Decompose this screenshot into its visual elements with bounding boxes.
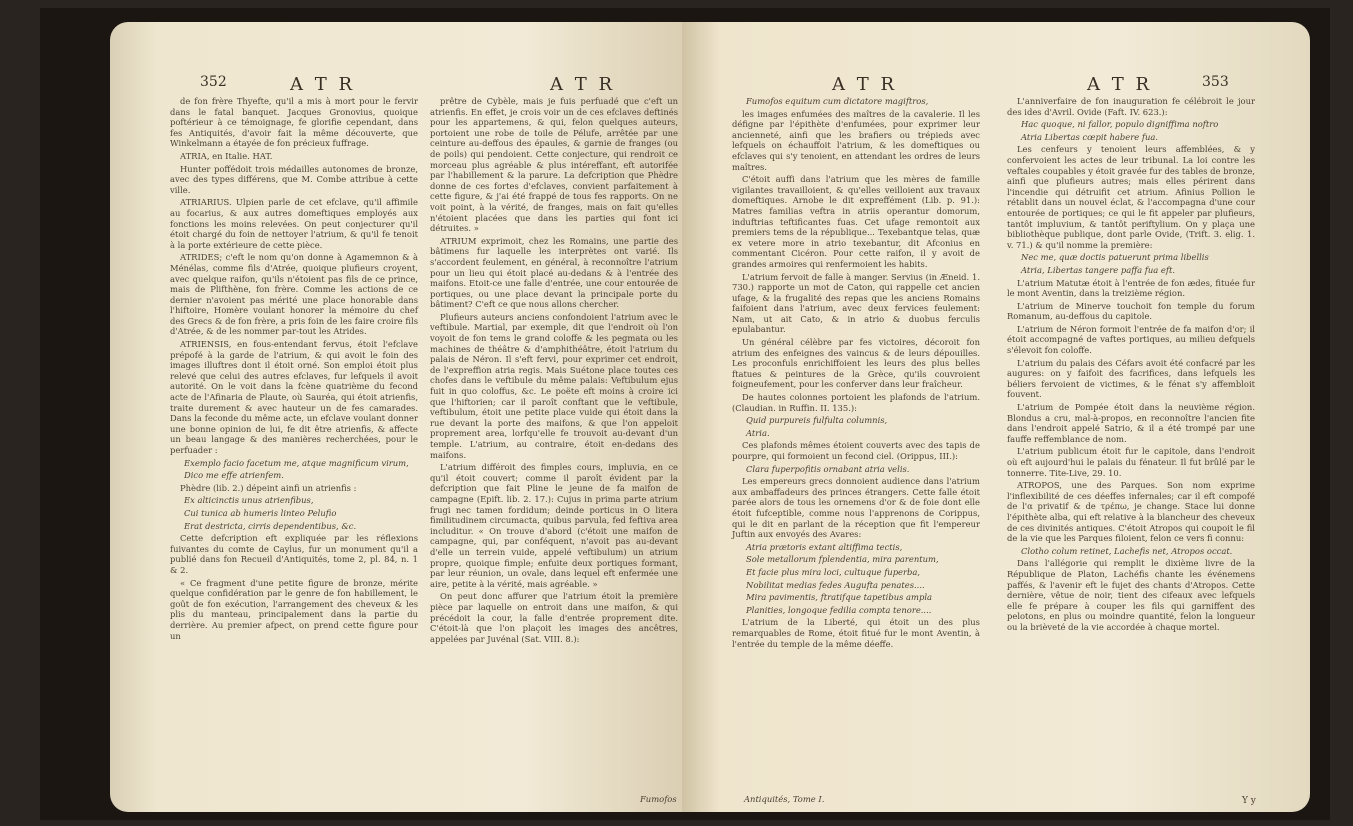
paragraph: Fumofos equitum cum dictatore magiftros, — [746, 96, 929, 106]
paragraph: de fon frère Thyefte, qu'il a mis à mort pour le fervir dans le fatal banquet. Jacques Gronovius, quoique poftérieur à ce témoignage, fe glorifie cependant, dans fes Antiquités, d'avoir fait la même découverte, que Winkelmann a étayée de fon précieux fuffrage. — [170, 96, 418, 149]
paragraph: Clotho colum retinet, Lachefis net, Atropos occat. — [1021, 545, 1233, 556]
paragraph: « Ce fragment d'une petite figure de bronze, mérite quelque confidération par le genre de fon habillement, le goût de fon exécution, l'arrangement des cheveux & les plis du manteau, principalement dans la partie du derrière. Au premier afpect, on prend cette figure pour un — [170, 577, 418, 641]
paragraph: L'atrium de la Liberté, qui étoit un des plus remarquables de Rome, étoit fitué fur le mont Aventin, à l'entrée du temple de la même déeffe. — [732, 617, 980, 649]
paragraph: Nobilitat medias fedes Augufta penates.... — [746, 579, 925, 590]
left-page-number: 352 — [200, 74, 227, 90]
paragraph: ATRIA, en Italie. HAT. — [180, 150, 273, 161]
right-column-2 — [1007, 96, 1255, 635]
paragraph: L'anniverfaire de fon inauguration fe célébroit le jour des ides d'Avril. Ovide (Faft. IV. 623.): — [1007, 96, 1255, 117]
paragraph: Atria, Libertas tangere paffa fua eft. — [1021, 264, 1176, 275]
paragraph: Planities, longoque fedilia compta tenore.... — [746, 604, 932, 615]
right-page — [682, 22, 1310, 812]
paragraph: Clara fuperpofitis ornabant atria velis. — [746, 463, 910, 474]
paragraph: Exemplo facio facetum me, atque magnificum virum, — [184, 457, 409, 468]
right-page-number: 353 — [1202, 74, 1229, 90]
left-column-1 — [170, 96, 418, 643]
right-column-1 — [732, 96, 980, 651]
paragraph: Atria Libertas cœpit habere fua. — [1021, 131, 1158, 142]
paragraph: Hunter poffédoit trois médailles autonomes de bronze, avec des types différens, que M. Combe attribue à cette ville. — [170, 163, 418, 195]
paragraph: Erat destricta, cirris dependentibus, &c. — [184, 520, 357, 531]
paragraph: Et facie plus mira loci, cultuque fuperba, — [746, 566, 921, 577]
paragraph: L'atrium du palais des Céfars avoit été confacré par les augures: on y faifoit des facrifices, dans lefquels les béliers fervoient de victimes, & le fénat s'y affembloit fouvent. — [1007, 357, 1255, 400]
paragraph: prêtre de Cybèle, mais je fuis perfuadé que c'eft un atrienfis. En effet, je crois voir un de ces efclaves deftinés pour les appartemens, & qui, felon quelques auteurs, portoient une robe de toile de Pélufe, arrêtée par une ceinture au-deffous des épaules, & garnie de franges (ou de poils) qui pendoient. Cette conjecture, qui rendroit ce morceau plus agréable & plus intéreffant, eft autorifée par l'habillement & la parure. La defcription que Phèdre donne de ces fortes d'efclaves, convient parfaitement à cette figure, & j'ai été frappé de tous fes rapports. On ne voit point, à la vérité, de franges, mais on fait qu'elles n'étoient placées que dans les parties qui font ici détruites. » — [430, 96, 678, 234]
paragraph: Hac quoque, ni fallor, populo digniffima noftro — [1021, 119, 1219, 130]
paragraph: Dico me effe atrienfem. — [184, 470, 284, 481]
paragraph: ATRIENSIS, en fous-entendant fervus, étoit l'efclave prépofé à la garde de l'atrium, & qui avoit le foin des images illuftres dont il étoit orné. Son emploi étoit plus relevé que celui des autres efclaves, fur lefquels il avoit autorité. On le voit dans la fcène quatrième du fecond acte de l'Afinaria de Plaute, où Sauréa, qui étoit atrienfis, traite durement & avec hauteur un de fes camarades. Dans la feconde du même acte, un efclave voulant donner une bonne opinion de lui, fe dit être atrienfis, & affecte un beau langage & des manières recherchées, pour le perfuader : — [170, 339, 418, 455]
paragraph: Atria prætoris extant altiffima tectis, — [746, 541, 903, 552]
paragraph: ATRIDES; c'eft le nom qu'on donne à Agamemnon & à Ménélas, comme fils d'Atrée, quoique plufieurs croyent, avec quelque raifon, qu'ils n'étoient pas fils de ce prince, mais de Plifthène, fon frère. Comme les actions de ce dernier n'avoient pas mérité une place honorable dans l'hiftoire, Homère voulant honorer la mémoire du chef des Grecs & de fon frère, a pris foin de les faire croire fils d'Atrée, & de les nommer par-tout les Atrides. — [170, 252, 418, 337]
paragraph: C'étoit auffi dans l'atrium que les mères de famille vigilantes travailloient, & qu'elles veilloient aux travaux domeftiques. Arnobe le dit expreffément (Lib. p. 91.): Matres familias veftra in atriis operantur domorum, induftrias teftificantes fuas. Cet ufage remontoit aux premiers tems de la république... Texebantque telas, quæ ex vetere more in atrio texebantur, dit Afconius en commentant Cicéron. Pour cette raifon, il y avoit de grandes armoires qui renfermoient les habits. — [732, 174, 980, 269]
paragraph: L'atrium publicum étoit fur le capitole, dans l'endroit où eft aujourd'hui le palais du fénateur. Il fut brûlé par le tonnerre. Tite-Live, 29. 10. — [1007, 446, 1255, 478]
paragraph: Les empereurs grecs donnoient audience dans l'atrium aux ambaffadeurs des princes étrangers. Cette falle étoit parée alors de tous les ornemens d'or & de foie dont elle étoit fufceptible, comme nous l'apprenons de Corippus, qui le dit en parlant de la réception que fit l'empereur Juftin aux envoyés des Avares: — [732, 476, 980, 540]
paragraph: ATRIUM exprimoit, chez les Romains, une partie des bâtimens fur laquelle les interprètes ont varié. Ils s'accordent feulement, en général, à reconnoître l'atrium pour un lieu qui étoit placé au-dedans & à l'entrée des maifons. Etoit-ce une falle d'entrée, une cour entourée de portiques, ou une place devant la principale porte du bâtiment? C'eft ce que nous allons chercher. — [430, 235, 678, 310]
paragraph: L'atrium différoit des fimples cours, impluvia, en ce qu'il étoit couvert; comme il paroît évident par la defcription que fait Pline le jeune de fa maifon de campagne (Epift. lib. 2. 17.): Cujus in prima parte atrium frugi nec tamen fordidum; deinde porticus in O litera fimilitudinem circumacta, quibus parvula, fed feftiva area includitur. « On trouve d'abord (c'étoit une maifon de campagne, qui, par conféquent, n'avoit pas au-devant d'elle un terrein vuide, appelé veftibulum) un atrium propre, quoique fimple; enfuite deux portiques formant, par leur réunion, un ovale, dans lequel eft enfermée une aire, petite à la vérité, mais agréable. » — [430, 462, 678, 589]
left-running-head-1: A T R — [290, 74, 356, 95]
left-catchword: Fumofos — [640, 794, 677, 804]
paragraph: On peut donc affurer que l'atrium étoit la première pièce par laquelle on entroit dans une maifon, & qui précédoit la cour, la falle d'entrée proprement dite. C'étoit-là que l'on plaçoit les images des ancêtres, appelées par Juvénal (Sat. VIII. 8.): — [430, 591, 678, 644]
paragraph: Dans l'allégorie qui remplit le dixième livre de la République de Platon, Lachéfis chante les événemens paffés, & l'avenir eft le fujet des chants d'Atropos. Cette dernière, vêtue de noir, tient des cifeaux avec lefquels elle fe prépare à couper les fils qui garniffent des pelotons, en plus ou moindre quantité, felon la longueur ou la brièveté de la vie accordée à chaque mortel. — [1007, 558, 1255, 632]
paragraph: Phèdre (lib. 2.) dépeint ainfi un atrienfis : — [180, 482, 357, 493]
paragraph: Ex alticinctis unus atrienfibus, — [184, 495, 314, 506]
paragraph: Atria. — [746, 427, 770, 438]
paragraph: Cui tunica ab humeris linteo Pelufio — [184, 507, 337, 518]
paragraph: ATRIARIUS. Ulpien parle de cet efclave, qu'il affimile au focarius, & aux autres domeftiques employés aux fonctions les moins relevées. On peut conjecturer qu'il étoit chargé du foin de nettoyer l'atrium, & qu'il fe tenoit à la porte extérieure de cette pièce. — [170, 197, 418, 250]
right-footer-volume: Antiquités, Tome I. — [744, 794, 825, 804]
paragraph: Ces plafonds mêmes étoient couverts avec des tapis de pourpre, qui formoient un fecond ciel. (Orippus, III.): — [732, 440, 980, 461]
right-running-head-2: A T R — [1087, 74, 1153, 95]
paragraph: Mira pavimentis, ftratifque tapetibus ampla — [746, 592, 933, 603]
paragraph: Un général célèbre par fes victoires, décoroit fon atrium des enfeignes des vaincus & de leurs dépouilles. Les proconfuls enrichiffoient les leurs des plus belles ftatues & peintures de la Grèce, qu'ils couvroient foigneufement, pour les conferver dans leur fraîcheur. — [732, 337, 980, 390]
paragraph: Plufieurs auteurs anciens confondoient l'atrium avec le veftibule. Martial, par exemple, dit que l'endroit où l'on voyoit de fon tems le grand coloffe & les pegmata ou les machines de théâtre & d'amphithéâtre, étoit l'atrium du palais de Néron. Il s'eft fervi, pour exprimer cet endroit, de l'expreffion atria regis. Mais Suétone place toutes ces chofes dans le veftibule du même palais: Veftibulum ejus fuit in quo coloffus, &c. Le poëte eft moins à croire ici que l'hiftorien; car il paroît conftant que le veftibule, veftibulum, étoit une petite place vuide qui étoit dans la rue devant la porte des maifons, & que l'on appeloit proprement area, lorfqu'elle fe trouvoit au-devant d'un temple. L'atrium, au contraire, étoit en-dedans des maifons. — [430, 311, 678, 460]
left-page — [110, 22, 700, 812]
paragraph: Nec me, quæ doctis patuerunt prima libellis — [1021, 252, 1209, 263]
paragraph: Cette defcription eft expliquée par les réflexions fuivantes du comte de Caylus, fur un monument qu'il a publié dans fon Recueil d'Antiquités, tome 2, pl. 84, n. 1 & 2. — [170, 533, 418, 575]
book-spread — [40, 8, 1330, 820]
right-running-head-1: A T R — [832, 74, 898, 95]
paragraph: les images enfumées des maîtres de la cavalerie. Il les défigne par l'épithète d'enfumées, pour exprimer leur ancienneté, ainfi que les brafiers ou trépieds avec lefquels on échauffoit l'atrium, & les domeftiques ou efclaves qui s'y tenoient, en attendant les ordres de leurs maîtres. — [732, 108, 980, 172]
paragraph: Quid purpureis fulfulta columnis, — [746, 415, 888, 426]
paragraph: L'atrium fervoit de falle à manger. Servius (in Æneid. 1. 730.) rapporte un mot de Caton, qui rappelle cet ancien ufage, & la frugalité des repas que les anciens Romains faifoient dans l'atrium, avec deux fervices feulement: Nam, ut ait Cato, & in atrio & duobus ferculis epulabantur. — [732, 271, 980, 335]
paragraph: ATROPOS, une des Parques. Son nom exprime l'inflexibilité de ces déeffes infernales; car il eft compofé de l'α privatif & de τρέπω, je change. Stace lui donne l'épithète alba, qui eft relative à la blancheur des cheveux de ces divinités antiques. C'étoit Atropos qui coupoit le fil de la vie que les Parques filoient, felon ce vers fi connu: — [1007, 480, 1255, 544]
left-running-head-2: A T R — [550, 74, 616, 95]
signature-mark: Y y — [1242, 796, 1256, 806]
paragraph: L'atrium de Néron formoit l'entrée de fa maifon d'or; il étoit accompagné de vaftes portiques, au milieu defquels s'élevoit fon coloffe. — [1007, 323, 1255, 356]
paragraph: Sole metallorum fplendentia, mira parentum, — [746, 554, 939, 565]
paragraph: De hautes colonnes portoient les plafonds de l'atrium. (Claudian. in Ruffin. II. 135.): — [732, 392, 980, 413]
paragraph: L'atrium de Pompée étoit dans la neuvième région. Blondus a cru, mal-à-propos, en reconnoître l'ancien fite dans l'endroit appelé Satrio, & il a été trompé par une fauffe reffemblance de nom. — [1007, 402, 1255, 444]
paragraph: Les cenfeurs y tenoient leurs affemblées, & y confervoient les actes de leur tribunal. La loi contre les veftales coupables y étoit gravée fur des tables de bronze, ainfi que plufieurs autres; mais elles périrent dans l'incendie qui détruifit cet atrium. Afinius Pollion le rétablit dans un nouvel éclat, & l'accompagna d'une cour entourée de portiques; ce qui le fit appeler par plufieurs, tantôt impluvium, & tantôt periftylium. On y plaça une bibliothèque publique, dont parle Ovide, (Trift. 3. elig. 1. v. 71.) & qu'il nomme la première: — [1007, 144, 1255, 250]
left-column-2 — [430, 96, 678, 646]
paragraph: L'atrium Matutæ étoit à l'entrée de fon ædes, fituée fur le mont Aventin, dans la treizième région. — [1007, 277, 1255, 299]
paragraph: L'atrium de Minerve touchoit fon temple du forum Romanum, au-deffous du capitole. — [1007, 300, 1255, 322]
